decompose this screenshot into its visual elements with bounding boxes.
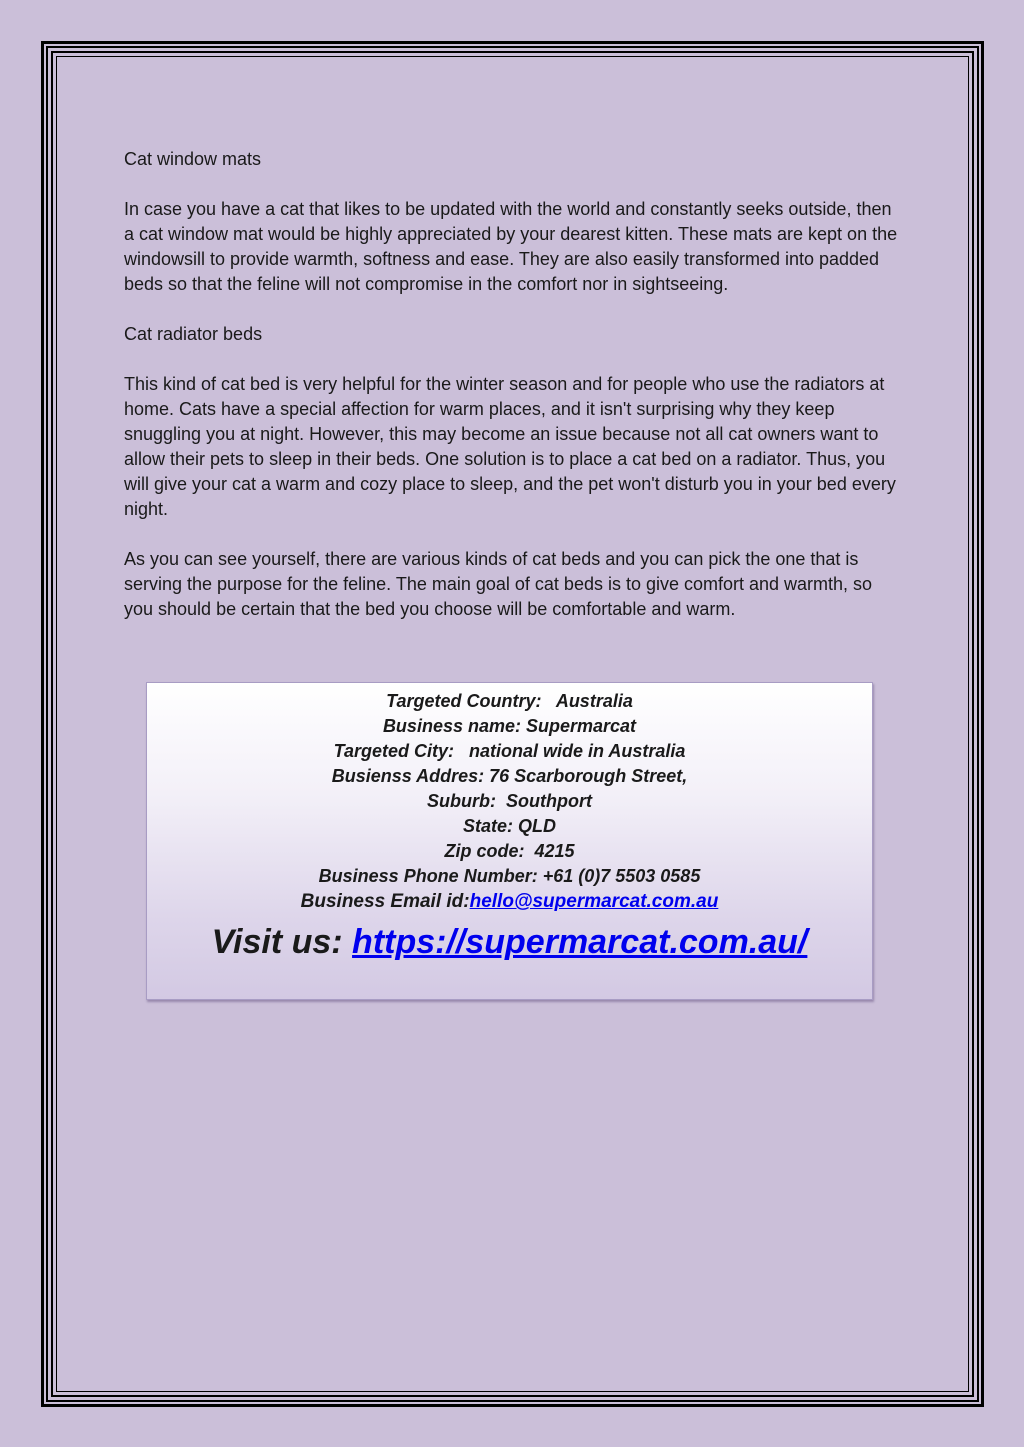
business-suburb: Suburb: Southport — [427, 791, 592, 811]
website-link[interactable]: https://supermarcat.com.au/ — [352, 923, 808, 961]
email-link[interactable]: hello@supermarcat.com.au — [469, 891, 719, 912]
targeted-city: Targeted City: national wide in Australia — [333, 741, 686, 761]
section-body-radiator-beds: This kind of cat bed is very helpful for the winter season and for people who use the radiators at home. Cats have a special affection for warm places, and it isn't surprising why they keep snuggling you at night. However, this may become an issue because not all cat owners want to allow their pets to sleep in their beds. One solution is to place a cat bed on a radiator. Thus, you will give your cat a warm and cozy place to sleep, and the pet won't disturb you in your bed every night. — [124, 374, 896, 519]
business-address: Busienss Addres: 76 Scarborough Street, — [331, 766, 688, 786]
business-state: State: QLD — [462, 816, 556, 836]
business-name: Business name: Supermarcat — [382, 716, 637, 736]
email-label: Business Email id: — [300, 891, 470, 912]
article-content — [124, 147, 904, 647]
business-zip: Zip code: 4215 — [444, 841, 575, 861]
visit-us-line — [147, 921, 872, 963]
visit-label: Visit us: — [211, 923, 353, 961]
business-email-line — [147, 889, 872, 915]
business-info-box — [146, 682, 873, 1000]
conclusion-paragraph: As you can see yourself, there are various kinds of cat beds and you can pick the one that is serving the purpose for the feline. The main goal of cat beds is to give comfort and warmth, so you should be certain that the bed you choose will be comfortable and warm. — [124, 549, 873, 619]
targeted-country: Targeted Country: Australia — [386, 691, 633, 711]
section-heading-radiator-beds: Cat radiator beds — [124, 324, 263, 344]
section-body-window-mats: In case you have a cat that likes to be updated with the world and constantly seeks outside, then a cat window mat would be highly appreciated by your dearest kitten. These mats are kept on the windowsill to provide warmth, softness and ease. They are also easily transformed into padded beds so that the feline will not compromise in the comfort nor in sightseeing. — [124, 199, 898, 294]
business-phone: Business Phone Number: +61 (0)7 5503 0585 — [318, 866, 701, 886]
section-heading-window-mats: Cat window mats — [124, 149, 262, 169]
